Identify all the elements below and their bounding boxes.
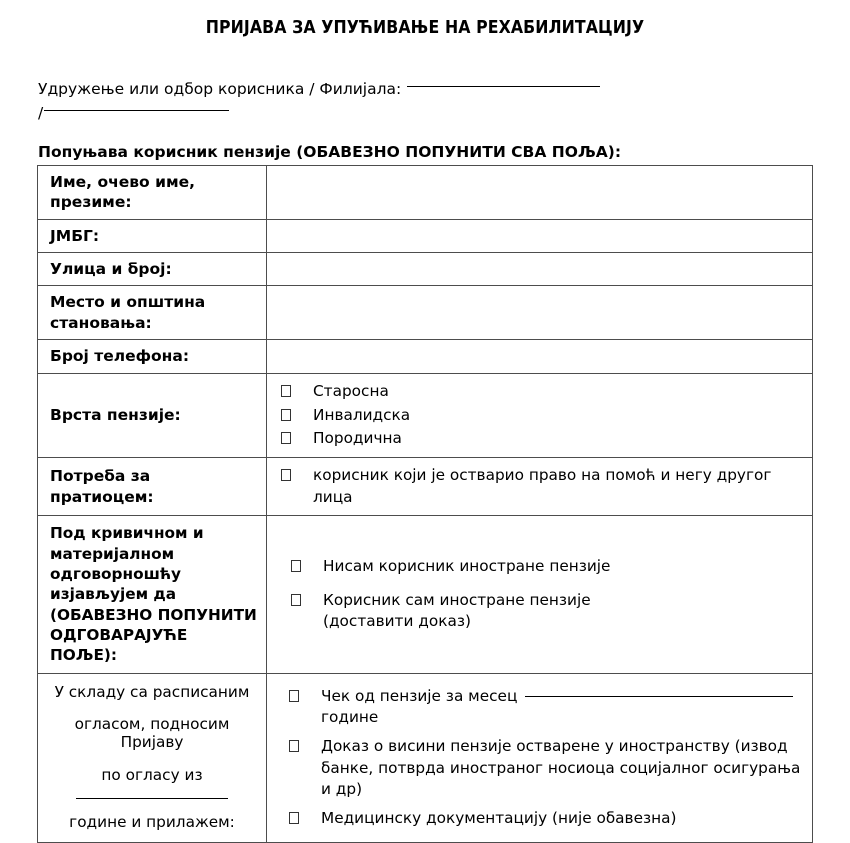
attachments-cell <box>267 673 813 842</box>
checkbox-icon[interactable] <box>289 690 299 702</box>
field-label-name: Име, очево име, презиме: <box>50 172 196 212</box>
options-cell-companion <box>267 457 813 515</box>
checkbox-label-subline-2: и др) <box>321 780 363 799</box>
table-row-place <box>38 286 813 340</box>
checkbox-row-foreign-pension-proof[interactable] <box>287 736 804 801</box>
field-label-place: Место и општина становања: <box>50 293 206 332</box>
checkbox-row-medical-documentation[interactable] <box>287 808 804 830</box>
label-cell-declaration <box>38 516 267 673</box>
checkbox-label: Медицинску документацију (није обавезна) <box>321 809 677 828</box>
field-label-pension-type: Врста пензије: <box>50 406 181 425</box>
field-label-companion: Потреба за пратиоцем: <box>50 467 154 506</box>
table-row-attachments <box>38 673 813 842</box>
checkbox-label: Доказ о висини пензије остварене у иностранству (извод <box>321 736 788 755</box>
checkbox-label-subline: (доставити доказ) <box>323 612 471 631</box>
declaration-label-line-3: изјављујем да (ОБАВЕЗНО ПОПУНИТИ <box>50 585 257 624</box>
checkbox-icon[interactable] <box>291 594 301 606</box>
input-cell-name[interactable] <box>267 165 813 219</box>
pledge-line-4: године и прилажем: <box>69 813 235 832</box>
pledge-cell <box>38 673 267 842</box>
checkbox-label-subline: банке, потврда иностраног носиоца социјалног осигурања <box>321 758 801 777</box>
checkbox-row-pension-check[interactable] <box>287 686 804 729</box>
form-page <box>0 18 850 832</box>
checkbox-row-companion-need[interactable] <box>279 465 804 508</box>
declaration-label-line-4: ОДГОВАРАЈУЋЕ ПОЉЕ): <box>50 626 188 665</box>
checkbox-row-foreign-pensioner[interactable] <box>289 590 804 633</box>
field-label-street: Улица и број: <box>50 259 172 278</box>
association-blank-line[interactable] <box>407 86 600 87</box>
table-row-name <box>38 165 813 219</box>
checkbox-label: Породична <box>313 429 402 448</box>
checkbox-label: Старосна <box>313 381 389 400</box>
checkbox-row-pension-family[interactable] <box>279 428 804 450</box>
checkbox-icon[interactable] <box>281 385 291 397</box>
checkbox-label: Инвалидска <box>313 405 411 424</box>
checkbox-label-group <box>323 590 804 633</box>
branch-line <box>38 101 850 125</box>
input-cell-street[interactable] <box>267 252 813 285</box>
table-row-phone <box>38 340 813 373</box>
pledge-line-2: огласом, подносим Пријаву <box>74 715 230 752</box>
month-year-blank-line[interactable] <box>525 696 793 697</box>
pledge-blank-line[interactable] <box>76 798 228 799</box>
checkbox-label-group <box>321 736 804 801</box>
options-cell-declaration <box>267 516 813 673</box>
checkbox-row-pension-disability[interactable] <box>279 405 804 427</box>
checkbox-label: корисник који је остварио право на помоћ и негу другог лица <box>313 465 772 506</box>
input-cell-phone[interactable] <box>267 340 813 373</box>
page-title: ПРИЈАВА ЗА УПУЋИВАЊЕ НА РЕХАБИЛИТАЦИЈУ <box>205 18 645 38</box>
declaration-checkbox-group <box>267 549 812 640</box>
checkbox-label: Нисам корисник иностране пензије <box>323 557 611 576</box>
association-line <box>38 77 850 101</box>
declaration-label-line-1: Под кривичном и материјалном <box>50 524 204 563</box>
label-cell-street <box>38 252 267 285</box>
checkbox-label: Корисник сам иностране пензије <box>323 590 591 609</box>
field-label-jmbg: ЈМБГ: <box>50 226 100 245</box>
input-cell-jmbg[interactable] <box>267 219 813 252</box>
label-cell-place <box>38 286 267 340</box>
label-cell-jmbg <box>38 219 267 252</box>
checkbox-icon[interactable] <box>291 560 301 572</box>
label-cell-phone <box>38 340 267 373</box>
table-row-street <box>38 252 813 285</box>
companion-checkbox-group <box>267 458 812 515</box>
label-cell-companion <box>38 457 267 515</box>
pledge-line-1: У складу са расписаним <box>54 682 250 701</box>
pledge-line-3: по огласу из <box>101 765 203 784</box>
section-heading: Попуњава корисник пензије (ОБАВЕЗНО ПОПУНИТИ СВА ПОЉА): <box>38 143 622 162</box>
checkbox-row-pension-old-age[interactable] <box>279 381 804 403</box>
label-cell-name <box>38 165 267 219</box>
table-row-pension-type <box>38 373 813 457</box>
label-cell-pension-type <box>38 373 267 457</box>
slash-label: / <box>38 104 44 123</box>
checkbox-label-group <box>321 686 804 729</box>
field-label-phone: Број телефона: <box>50 347 190 366</box>
checkbox-icon[interactable] <box>281 469 291 481</box>
checkbox-row-not-foreign-pensioner[interactable] <box>289 556 804 578</box>
table-row-declaration <box>38 516 813 673</box>
checkbox-icon[interactable] <box>281 432 291 444</box>
checkbox-label: Чек од пензије за месец <box>321 686 518 705</box>
association-label: Удружење или одбор корисника / Филијала: <box>38 80 402 98</box>
declaration-label <box>38 516 266 672</box>
options-cell-pension-type <box>267 373 813 457</box>
applicant-form-table <box>37 165 813 843</box>
header-fill-in-block <box>38 77 850 125</box>
checkbox-icon[interactable] <box>281 409 291 421</box>
pension-type-checkbox-group <box>267 374 812 457</box>
input-cell-place[interactable] <box>267 286 813 340</box>
pledge-text <box>38 674 266 842</box>
declaration-label-line-2: одговорношћу <box>50 565 182 584</box>
checkbox-icon[interactable] <box>289 740 299 752</box>
checkbox-label-subline: године <box>321 708 379 727</box>
branch-blank-line[interactable] <box>44 110 229 111</box>
table-row-jmbg <box>38 219 813 252</box>
table-row-companion <box>38 457 813 515</box>
checkbox-icon[interactable] <box>289 812 299 824</box>
attachments-checkbox-group <box>267 677 812 839</box>
